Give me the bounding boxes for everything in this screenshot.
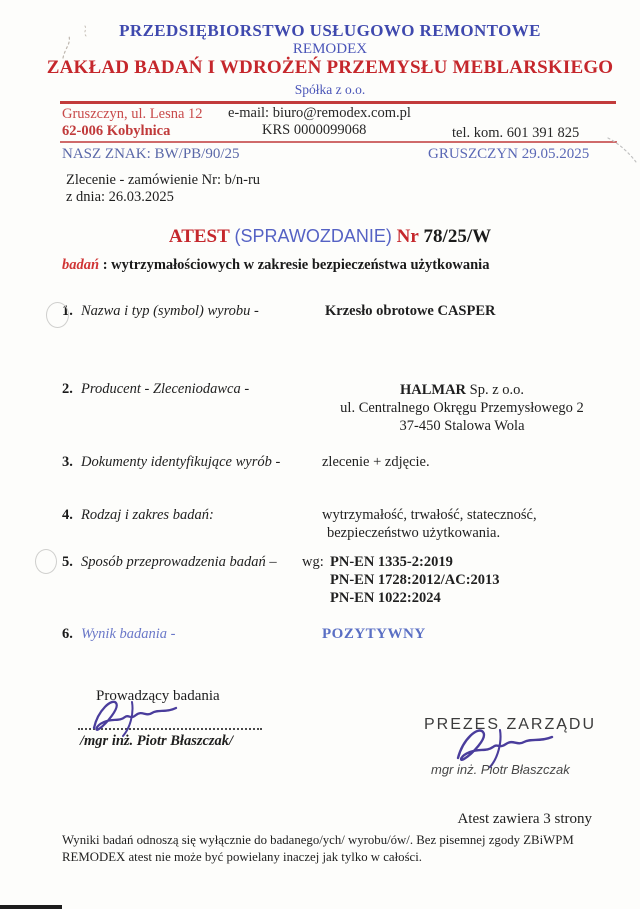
document-subtitle — [62, 257, 489, 274]
hole-punch-mark — [35, 549, 57, 574]
item-4-value-line1: wytrzymałość, trwałość, stateczność, — [322, 507, 537, 523]
title-atest: ATEST — [168, 226, 230, 247]
item-1-number: 1. — [62, 303, 73, 319]
company-brand: REMODEX — [292, 41, 368, 57]
item-3-value: zlecenie + zdjęcie. — [322, 454, 430, 470]
subtitle-scope: : wytrzymałościowych w zakresie bezpieczeństwa użytkowania — [102, 257, 490, 273]
item-1-value: Krzesło obrotowe CASPER — [325, 303, 496, 319]
right-signature-title: PREZES ZARZĄDU — [424, 716, 597, 733]
address-street: Gruszczyn, ul. Lesna 12 — [62, 106, 203, 122]
item-5-prefix: wg: — [302, 554, 324, 570]
test-result: POZYTYWNY — [322, 626, 426, 642]
producer-city: 37-450 Stalowa Wola — [399, 418, 525, 434]
email-address: e-mail: biuro@remodex.com.pl — [228, 105, 411, 121]
item-4-value-line2: bezpieczeństwo użytkowania. — [327, 525, 501, 541]
item-5-label: Sposób przeprowadzenia badań – — [81, 554, 277, 570]
title-nr: Nr — [396, 226, 419, 247]
divider-line-contact — [60, 141, 617, 143]
item-5-number: 5. — [62, 554, 73, 570]
right-signatory-name: mgr inż. Piotr Błaszczak — [431, 762, 570, 777]
order-date-line: z dnia: 26.03.2025 — [66, 189, 174, 205]
item-6-label: Wynik badania - — [81, 626, 176, 642]
item-2-number: 2. — [62, 381, 73, 397]
producer-street: ul. Centralnego Okręgu Przemysłowego 2 — [340, 400, 584, 416]
title-number: 78/25/W — [423, 226, 492, 247]
subtitle-badan: badań — [62, 257, 100, 273]
item-4-label: Rodzaj i zakres badań: — [81, 507, 214, 523]
pencil-mark-icon — [604, 134, 640, 166]
company-legal-form: Spółka z o.o. — [294, 82, 366, 97]
our-reference: NASZ ZNAK: BW/PB/90/25 — [62, 146, 240, 162]
item-1-label: Nazwa i typ (symbol) wyrobu - — [81, 303, 259, 319]
item-6-number: 6. — [62, 626, 73, 642]
item-2-label: Producent - Zleceniodawca - — [81, 381, 250, 397]
standard-2: PN-EN 1728:2012/AC:2013 — [330, 572, 500, 588]
item-3-number: 3. — [62, 454, 73, 470]
pages-count-note: Atest zawiera 3 strony — [457, 811, 592, 827]
disclaimer-text: Wyniki badań odnoszą się wyłącznie do badanego/ych/ wyrobu/ów/. Bez pisemnej zgody ZBiWPM REMODEX atest nie może być powielany inaczej jak tylko w całości. — [62, 833, 574, 864]
company-name: PRZEDSIĘBIORSTWO USŁUGOWO REMONTOWE — [119, 21, 541, 40]
item-3-label: Dokumenty identyfikujące wyrób - — [81, 454, 281, 470]
producer-suffix: Sp. z o.o. — [466, 382, 525, 398]
divider-line-top — [60, 101, 616, 104]
item-4-number: 4. — [62, 507, 73, 523]
left-signature-title: Prowadzący badania — [96, 688, 220, 704]
signature-dotted-line — [78, 710, 262, 730]
standard-3: PN-EN 1022:2024 — [330, 590, 441, 606]
item-2-value — [312, 381, 612, 435]
producer-name: HALMAR — [399, 382, 467, 398]
phone-number: tel. kom. 601 391 825 — [452, 125, 580, 141]
left-signatory-name: /mgr inż. Piotr Błaszczak/ — [80, 733, 234, 749]
standard-1: PN-EN 1335-2:2019 — [330, 554, 453, 570]
institute-name: ZAKŁAD BADAŃ I WDROŻEŃ PRZEMYSŁU MEBLARSKIEGO — [46, 57, 614, 78]
title-sprawozdanie: (SPRAWOZDANIE) — [234, 226, 392, 246]
document-title — [30, 226, 630, 248]
place-and-date: GRUSZCZYN 29.05.2025 — [428, 146, 590, 162]
krs-number: KRS 0000099068 — [262, 122, 367, 138]
scan-edge-artifact — [0, 905, 62, 909]
address-city: 62-006 Kobylnica — [62, 123, 171, 139]
order-number-line: Zlecenie - zamówienie Nr: b/n-ru — [66, 172, 261, 188]
